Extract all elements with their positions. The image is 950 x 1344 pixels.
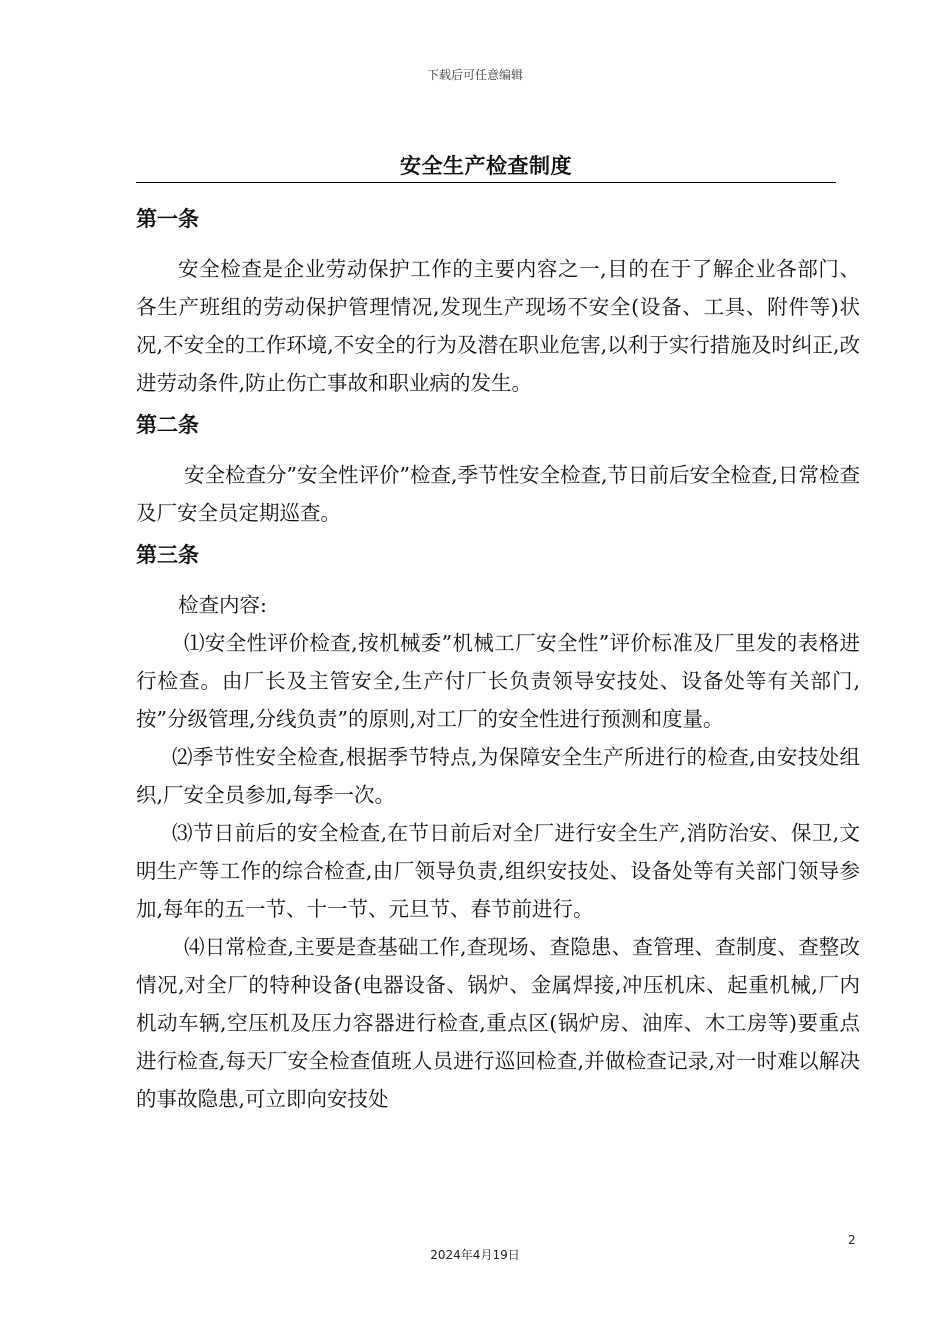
article-heading-2: 第二条 [136, 413, 199, 437]
article-3-item-4: ⑷日常检查,主要是查基础工作,查现场、查隐患、查管理、查制度、查整改情况,对全厂的特种设备(电器设备、锅炉、金属焊接,冲压机床、起重机械,厂内机动车辆,空压机及压力容器进行检查,重点区(锅炉房、油库、木工房等)要重点进行检查,每天厂安全检查值班人员进行巡回检查,并做检查记录,对一时难以解决的事故隐患,可立即向安技处 [136, 935, 860, 1111]
article-1-paragraph: 安全检查是企业劳动保护工作的主要内容之一,目的在于了解企业各部门、各生产班组的劳动保护管理情况,发现生产现场不安全(设备、工具、附件等)状况,不安全的工作环境,不安全的行为及潜在职业危害,以利于实行措施及时纠正,改进劳动条件,防止伤亡事故和职业病的发生。 [136, 257, 860, 395]
article-heading-3: 第三条 [136, 543, 199, 567]
page-number: 2 [848, 1233, 856, 1247]
article-2-paragraph: 安全检查分”安全性评价”检查,季节性安全检查,节日前后安全检查,日常检查及厂安全员定期巡查。 [136, 463, 861, 525]
article-3-item-3: ⑶节日前后的安全检查,在节日前后对全厂进行安全生产,消防治安、保卫,文明生产等工作的综合检查,由厂领导负责,组织安技处、设备处等有关部门领导参加,每年的五一节、十一节、元旦节、春节前进行。 [136, 821, 860, 921]
title-block [136, 150, 836, 183]
footer-date: 2024年4月19日 [430, 1248, 520, 1262]
page-header-note: 下载后可任意编辑 [426, 68, 523, 82]
document-body [136, 198, 860, 1118]
article-3-item-1: ⑴安全性评价检查,按机械委”机械工厂安全性”评价标准及厂里发的表格进行检查。由厂长及主管安全,生产付厂长负责领导安技处、设备处等有关部门,按”分级管理,分线负责”的原则,对工厂的安全性进行预测和度量。 [136, 631, 860, 731]
article-3-item-2: ⑵季节性安全检查,根据季节特点,为保障安全生产所进行的检查,由安技处组织,厂安全员参加,每季一次。 [136, 745, 860, 807]
article-3-label: 检查内容: [178, 593, 267, 617]
article-heading-1: 第一条 [136, 207, 199, 231]
document-title: 安全生产检查制度 [400, 154, 572, 178]
